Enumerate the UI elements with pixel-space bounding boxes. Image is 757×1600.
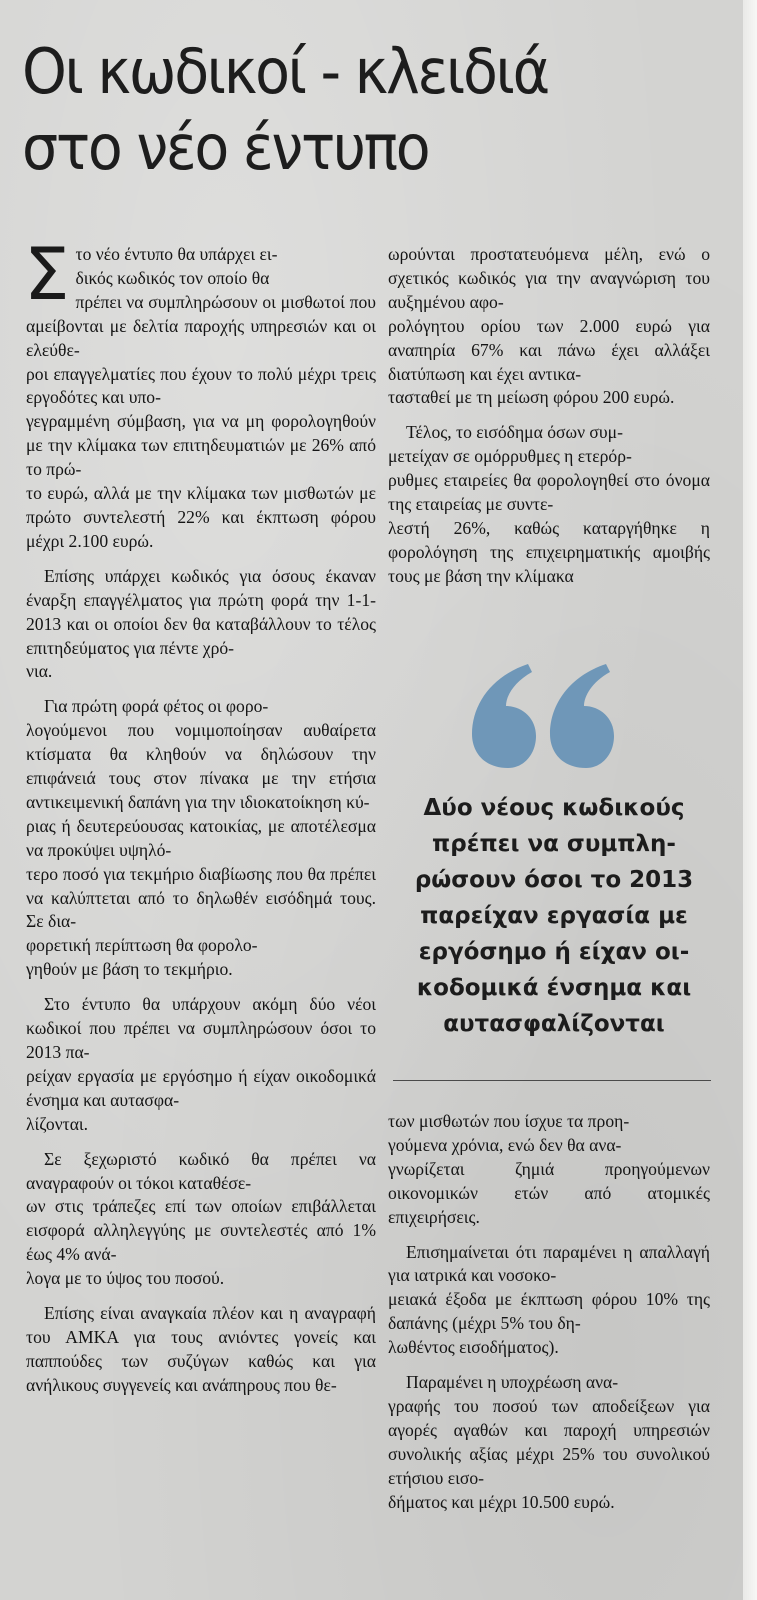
headline-line-2: στο νέο έντυπο <box>22 111 429 184</box>
paragraph: Τέλος, το εισόδημα όσων συμ- μετείχαν σε ομόρρυθμες η ετερόρ- ρυθμες εταιρείες θα φορολογηθεί στο όνομα της εταιρείας με συντε- λεστή 26%, καθώς καταργήθηκε η φορολόγηση της επιχειρηματικής αμοιβής τους με βάση την κλίμακα <box>388 422 710 586</box>
paragraph: Σε ξεχωριστό κωδικό θα πρέπει να αναγραφούν οι τόκοι καταθέσε- ων στις τράπεζες επί των οποίων επιβάλλεται εισφορά αλληλεγγύης με συντελεστές από 1% έως 4% ανά- λογα με το ύψος του ποσού. <box>26 1148 376 1289</box>
page-edge <box>743 0 757 1600</box>
paragraph: Στο έντυπο θα υπάρχουν ακόμη δύο νέοι κωδικοί που πρέπει να συμπληρώσουν όσοι το 2013 πα- ρείχαν εργασία με εργόσημο ή είχαν οικοδομικά ένσημα και αυτασφα- λίζονται. <box>26 994 376 1134</box>
paragraph-text: το νέο έντυπο θα υπάρχει ει- δικός κωδικός τον οποίο θα πρέπει να συμπληρώσουν οι μισθωτοί που αμείβονται με δελτία παροχής υπηρεσιών και οι ελεύθε- ροι επαγγελματίες που έχουν το πολύ μέχρι τρεις εργοδότες και υπο- γεγραμμένη σύμβαση, για να μη φορολογηθούν με την κλίμακα των επιτηδευματιών με 26% από το πρώ- το ευρώ, αλλά με την κλίμακα των μισθωτών με πρώτο συντελεστή 22% και έκπτωση φόρου μέχρι 2.100 ευρώ. <box>26 244 376 551</box>
paragraph: Επίσης υπάρχει κωδικός για όσους έκαναν έναρξη επαγγέλματος για πρώτη φορά την 1-1-2013 και οι οποίοι δεν θα καταβάλλουν το τέλος επιτηδεύματος για πέντε χρό- νια. <box>26 565 376 682</box>
pull-quote: Δύο νέους κωδικούς πρέπει να συμπλη- ρώσουν όσοι το 2013 παρείχαν εργασία με εργόσημο ή είχαν οι- κοδομικά ένσημα και αυτασφαλίζονται <box>414 795 694 1037</box>
paragraph <box>24 232 376 554</box>
headline <box>22 34 666 186</box>
paragraph: των μισθωτών που ίσχυε τα προη- γούμενα χρόνια, ενώ δεν θα ανα- γνωρίζεται ζημιά προηγούμενων οικονομικών ετών από ατομικές επιχειρήσεις. <box>388 1111 710 1227</box>
article-column-right-bottom <box>388 1110 710 1526</box>
paragraph: Επίσης είναι αναγκαία πλέον και η αναγραφή του ΑΜΚΑ για τους ανιόντες γονείς και παππούδες των συζύγων καθώς και για ανήλικους συγγενείς και ανάπηρους που θε- <box>26 1303 376 1395</box>
divider <box>393 1080 711 1081</box>
article-column-left <box>24 232 376 1409</box>
paragraph: Για πρώτη φορά φέτος οι φορο- λογούμενοι που νομιμοποίησαν αυθαίρετα κτίσματα θα κληθούν να δηλώσουν την επιφάνειά τους στον πίνακα με την ετήσια αντικειμενική δαπάνη για την ιδιοκατοίκηση κύ- ριας ή δευτερεύουσας κατοικίας, με αποτέλεσμα να προκύψει υψηλό- τερο ποσό για τεκμήριο διαβίωσης που θα πρέπει να καλύπτεται από το δηλωθέν εισόδημά τους. Σε δια- φορετική περίπτωση θα φορολο- γηθούν με βάση το τεκμήριο. <box>26 696 376 980</box>
drop-cap: Σ <box>24 232 70 316</box>
paragraph: ωρούνται προστατευόμενα μέλη, ενώ ο σχετικός κωδικός για την αναγνώριση του αυξημένου αφο- ρολόγητου ορίου των 2.000 ευρώ για αναπηρία 67% και πάνω έχει αλλάξει διατύπωση και έχει αντικα- τασταθεί με τη μείωση φόρου 200 ευρώ. <box>388 244 710 408</box>
paragraph: Επισημαίνεται ότι παραμένει η απαλλαγή για ιατρικά και νοσοκο- μειακά έξοδα με έκπτωση φόρου 10% της δαπάνης (μέχρι 5% του δη- λωθέντος εισοδήματος). <box>388 1241 710 1358</box>
paragraph: Παραμένει η υποχρέωση ανα- γραφής του ποσού των αποδείξεων για αγορές αγαθών και παροχή υπηρεσιών συνολικής αξίας μέχρι 25% του συνολικού ετήσιου εισο- δήματος και μέχρι 10.500 ευρώ. <box>388 1372 710 1512</box>
headline-line-1: Οι κωδικοί - κλειδιά <box>22 35 548 108</box>
article-column-right-top <box>388 243 710 600</box>
quote-mark-icon <box>470 660 620 770</box>
